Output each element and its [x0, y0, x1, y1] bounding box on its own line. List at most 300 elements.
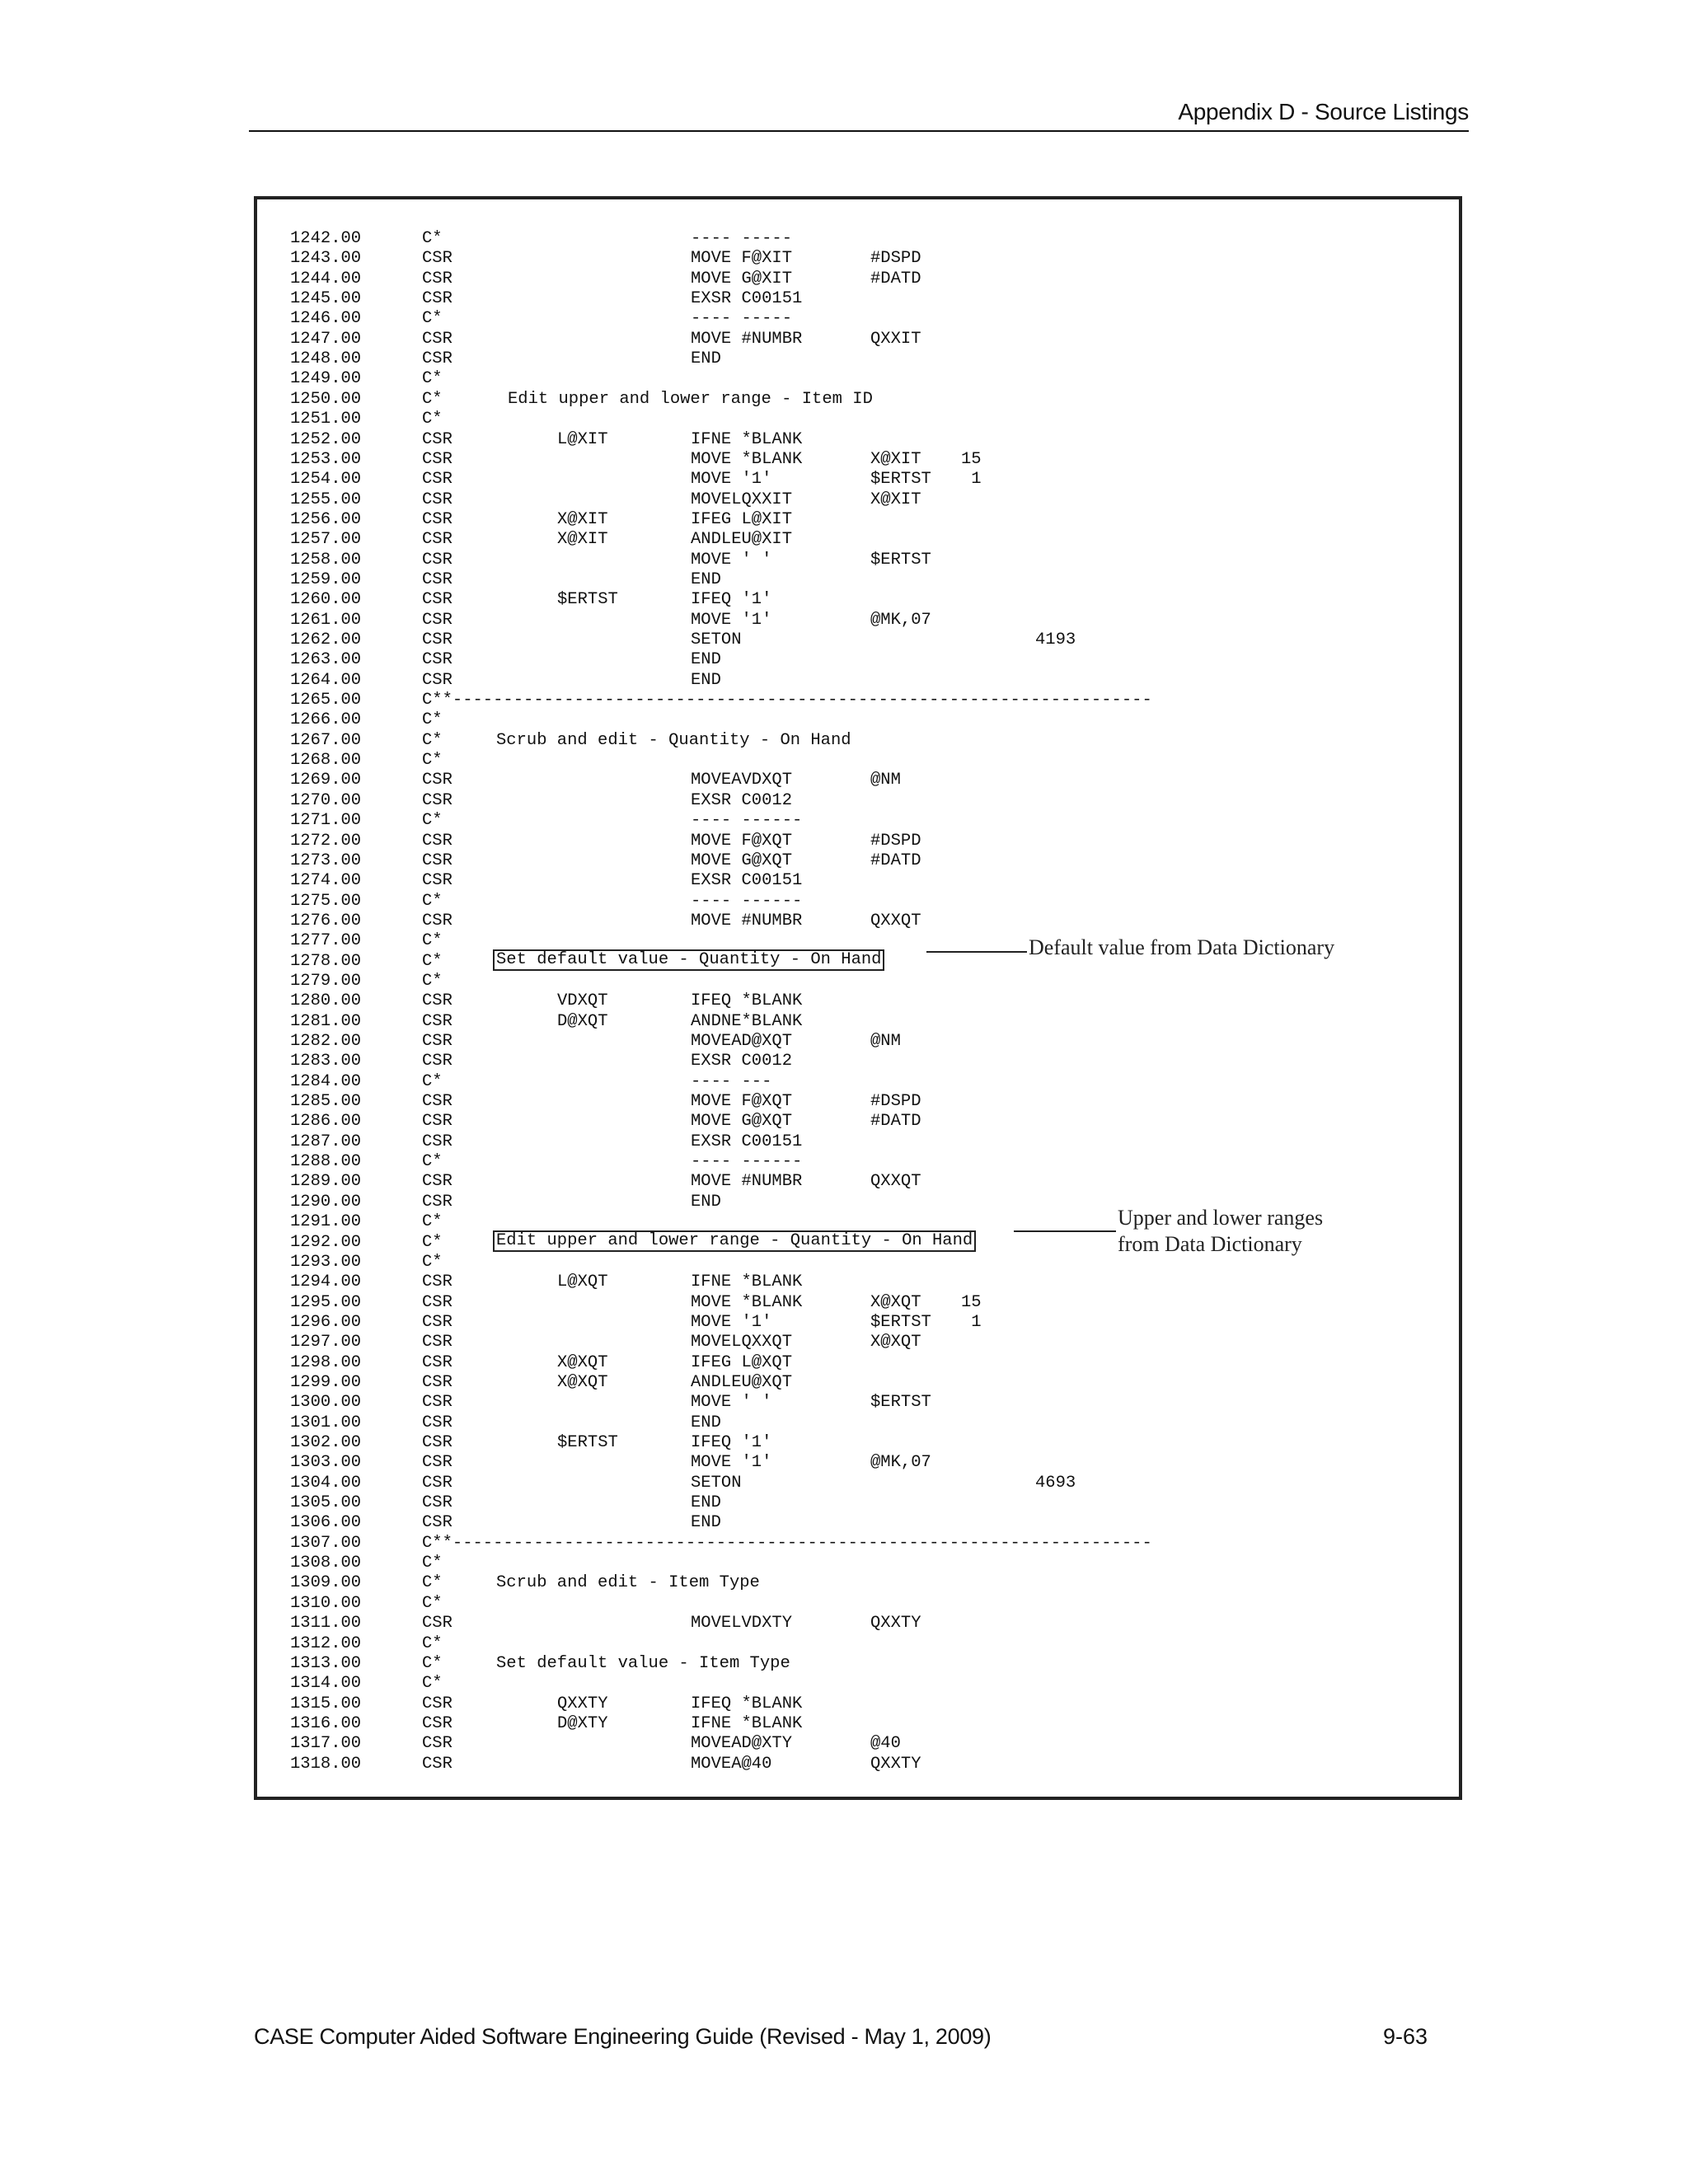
- operation: MOVE G@XQT: [691, 851, 793, 870]
- operation: MOVEAD@XQT: [691, 1032, 793, 1051]
- spec-code: C*: [422, 1071, 443, 1091]
- spec-code: CSR: [422, 630, 452, 649]
- line-number: 1282.00: [290, 1032, 362, 1051]
- spec-code: CSR: [422, 1413, 452, 1432]
- listing-line: [257, 771, 1459, 790]
- footer-document-title: CASE Computer Aided Software Engineering Guide (Revised - May 1, 2009): [254, 2024, 992, 2049]
- operation: SETON: [691, 630, 742, 649]
- operation: IFEQ '1': [691, 1433, 772, 1452]
- line-number: 1299.00: [290, 1372, 362, 1392]
- spec-code: CSR: [422, 871, 452, 891]
- listing-line: [257, 871, 1459, 891]
- field-length: 15: [961, 1292, 982, 1312]
- line-number: 1269.00: [290, 771, 362, 790]
- listing-line: [257, 811, 1459, 831]
- ranges-annotation-line1: Upper and lower ranges: [1118, 1206, 1324, 1230]
- listing-line: [257, 349, 1459, 369]
- operation: EXSR C0012: [691, 790, 793, 810]
- factor1: L@XIT: [557, 429, 608, 449]
- listing-line: [257, 1413, 1459, 1433]
- operation: IFEQ *BLANK: [691, 1694, 803, 1713]
- listing-line: [257, 751, 1459, 771]
- spec-code: CSR: [422, 1312, 452, 1332]
- spec-code: CSR: [422, 490, 452, 509]
- spec-code: C**---------------------------------------------------------------------: [422, 691, 1152, 710]
- operation: END: [691, 1192, 721, 1212]
- operation: EXSR C0012: [691, 1052, 793, 1071]
- spec-code: CSR: [422, 1112, 452, 1132]
- operation: EXSR C00151: [691, 1132, 803, 1151]
- operation: MOVELQXXQT: [691, 1333, 793, 1352]
- operation: END: [691, 670, 721, 690]
- listing-line: [257, 249, 1459, 269]
- line-number: 1255.00: [290, 490, 362, 509]
- factor1: $ERTST: [557, 1433, 618, 1452]
- factor2: QXXQT: [870, 1172, 921, 1192]
- listing-line: [257, 731, 1459, 751]
- listing-line: [257, 1513, 1459, 1533]
- spec-code: CSR: [422, 1393, 452, 1413]
- indicator: 4193: [1035, 630, 1076, 649]
- operation: IFEG L@XQT: [691, 1352, 793, 1372]
- operation: MOVEAVDXQT: [691, 771, 793, 790]
- spec-code: CSR: [422, 1032, 452, 1051]
- listing-line: [257, 410, 1459, 429]
- line-number: 1310.00: [290, 1593, 362, 1613]
- listing-line: [257, 1072, 1459, 1092]
- line-number: 1254.00: [290, 470, 362, 490]
- spec-code: C*: [422, 931, 443, 951]
- spec-code: CSR: [422, 1473, 452, 1493]
- spec-code: CSR: [422, 1713, 452, 1733]
- listing-line: [257, 1152, 1459, 1172]
- line-number: 1250.00: [290, 389, 362, 409]
- line-number: 1257.00: [290, 530, 362, 550]
- spec-code: CSR: [422, 1754, 452, 1774]
- listing-line: [257, 1373, 1459, 1393]
- line-number: 1275.00: [290, 891, 362, 911]
- operation: MOVE F@XQT: [691, 831, 793, 851]
- listing-line: [257, 650, 1459, 670]
- line-number: 1300.00: [290, 1393, 362, 1413]
- listing-line: [257, 671, 1459, 691]
- spec-code: C*: [422, 309, 443, 329]
- spec-code: C*: [422, 811, 443, 831]
- line-number: 1264.00: [290, 670, 362, 690]
- operation: ---- ------: [691, 891, 803, 911]
- line-number: 1308.00: [290, 1554, 362, 1573]
- factor1: D@XTY: [557, 1713, 608, 1733]
- spec-code: CSR: [422, 329, 452, 349]
- line-number: 1297.00: [290, 1333, 362, 1352]
- comment-text: Edit upper and lower range - Item ID: [508, 389, 873, 409]
- listing-line: [257, 1112, 1459, 1132]
- factor1: X@XIT: [557, 509, 608, 529]
- line-number: 1281.00: [290, 1011, 362, 1031]
- spec-code: C*: [422, 1554, 443, 1573]
- line-number: 1315.00: [290, 1694, 362, 1713]
- factor2: QXXTY: [870, 1754, 921, 1774]
- factor2: X@XQT: [870, 1333, 921, 1352]
- operation: IFEQ '1': [691, 590, 772, 610]
- source-listing-box: [254, 196, 1462, 1800]
- comment-text: Set default value - Item Type: [496, 1653, 790, 1673]
- comment-text: Scrub and edit - Quantity - On Hand: [496, 730, 851, 750]
- line-number: 1298.00: [290, 1352, 362, 1372]
- spec-code: CSR: [422, 530, 452, 550]
- line-number: 1316.00: [290, 1713, 362, 1733]
- line-number: 1312.00: [290, 1633, 362, 1653]
- line-number: 1284.00: [290, 1071, 362, 1091]
- factor1: D@XQT: [557, 1011, 608, 1031]
- line-number: 1244.00: [290, 269, 362, 288]
- listing-line: [257, 1453, 1459, 1473]
- listing-line: [257, 1433, 1459, 1453]
- line-number: 1270.00: [290, 790, 362, 810]
- line-number: 1245.00: [290, 289, 362, 309]
- operation: ANDLEU@XQT: [691, 1372, 793, 1392]
- line-number: 1267.00: [290, 730, 362, 750]
- listing-line: [257, 1393, 1459, 1413]
- listing-line: [257, 570, 1459, 590]
- listing-line: [257, 791, 1459, 811]
- operation: MOVE F@XIT: [691, 249, 793, 269]
- listing-line: [257, 1272, 1459, 1292]
- spec-code: CSR: [422, 771, 452, 790]
- operation: IFNE *BLANK: [691, 429, 803, 449]
- line-number: 1268.00: [290, 751, 362, 771]
- factor1: QXXTY: [557, 1694, 608, 1713]
- spec-code: C*: [422, 1633, 443, 1653]
- spec-code: CSR: [422, 991, 452, 1011]
- line-number: 1305.00: [290, 1493, 362, 1513]
- spec-code: C*: [422, 229, 443, 248]
- listing-line: [257, 1755, 1459, 1774]
- listing-line: [257, 1474, 1459, 1493]
- factor2: $ERTST: [870, 1312, 931, 1332]
- line-number: 1273.00: [290, 851, 362, 870]
- listing-line: [257, 1132, 1459, 1152]
- factor2: @MK,07: [870, 1453, 931, 1473]
- spec-code: CSR: [422, 1052, 452, 1071]
- spec-code: CSR: [422, 1132, 452, 1151]
- listing-line: [257, 1714, 1459, 1734]
- footer-page-number: 9-63: [1382, 2024, 1428, 2049]
- spec-code: CSR: [422, 831, 452, 851]
- header-rule: [249, 130, 1469, 132]
- line-number: 1242.00: [290, 229, 362, 248]
- comment-text: Scrub and edit - Item Type: [496, 1573, 760, 1593]
- operation: MOVE '1': [691, 470, 772, 490]
- spec-code: C*: [422, 410, 443, 429]
- operation: IFEG L@XIT: [691, 509, 793, 529]
- spec-code: C*: [422, 751, 443, 771]
- spec-code: CSR: [422, 1372, 452, 1392]
- spec-code: CSR: [422, 1734, 452, 1754]
- listing-line: [257, 510, 1459, 530]
- listing-line: [257, 1313, 1459, 1333]
- spec-code: C*: [422, 1593, 443, 1613]
- line-number: 1262.00: [290, 630, 362, 649]
- spec-code: CSR: [422, 1513, 452, 1533]
- listing-line: [257, 269, 1459, 289]
- spec-code: CSR: [422, 569, 452, 589]
- line-number: 1285.00: [290, 1092, 362, 1112]
- spec-code: CSR: [422, 650, 452, 670]
- spec-code: C*: [422, 951, 443, 971]
- operation: MOVE G@XQT: [691, 1112, 793, 1132]
- factor1: X@XIT: [557, 530, 608, 550]
- listing-line: [257, 1534, 1459, 1554]
- line-number: 1263.00: [290, 650, 362, 670]
- listing-line: [257, 691, 1459, 710]
- field-length: 1: [961, 470, 982, 490]
- line-number: 1283.00: [290, 1052, 362, 1071]
- spec-code: CSR: [422, 1614, 452, 1633]
- listing-line: [257, 991, 1459, 1011]
- line-number: 1311.00: [290, 1614, 362, 1633]
- line-number: 1265.00: [290, 691, 362, 710]
- spec-code: C*: [422, 1152, 443, 1172]
- factor2: @MK,07: [870, 610, 931, 630]
- line-number: 1317.00: [290, 1734, 362, 1754]
- line-number: 1276.00: [290, 911, 362, 930]
- operation: EXSR C00151: [691, 871, 803, 891]
- spec-code: CSR: [422, 509, 452, 529]
- operation: MOVE F@XQT: [691, 1092, 793, 1112]
- line-number: 1252.00: [290, 429, 362, 449]
- listing-line: [257, 1012, 1459, 1032]
- listing-line: [257, 590, 1459, 610]
- line-number: 1293.00: [290, 1252, 362, 1272]
- ranges-leader-line: [1014, 1230, 1116, 1232]
- operation: END: [691, 1413, 721, 1432]
- line-number: 1246.00: [290, 309, 362, 329]
- line-number: 1253.00: [290, 449, 362, 469]
- line-number: 1279.00: [290, 971, 362, 991]
- spec-code: C*: [422, 369, 443, 389]
- listing-line: [257, 1172, 1459, 1192]
- operation: MOVE #NUMBR: [691, 1172, 803, 1192]
- spec-code: C*: [422, 710, 443, 730]
- spec-code: CSR: [422, 1493, 452, 1513]
- spec-code: CSR: [422, 1453, 452, 1473]
- spec-code: C*: [422, 1674, 443, 1694]
- operation: MOVE #NUMBR: [691, 329, 803, 349]
- spec-code: C*: [422, 389, 443, 409]
- operation: SETON: [691, 1473, 742, 1493]
- spec-code: CSR: [422, 1272, 452, 1292]
- spec-code: C*: [422, 1232, 443, 1252]
- line-number: 1280.00: [290, 991, 362, 1011]
- line-number: 1313.00: [290, 1653, 362, 1673]
- operation: END: [691, 349, 721, 369]
- operation: MOVE ' ': [691, 1393, 772, 1413]
- factor2: #DATD: [870, 269, 921, 288]
- line-number: 1290.00: [290, 1192, 362, 1212]
- line-number: 1251.00: [290, 410, 362, 429]
- listing-line: [257, 630, 1459, 650]
- operation: END: [691, 650, 721, 670]
- listing-line: [257, 1353, 1459, 1373]
- spec-code: CSR: [422, 269, 452, 288]
- line-number: 1303.00: [290, 1453, 362, 1473]
- operation: MOVE *BLANK: [691, 1292, 803, 1312]
- spec-code: CSR: [422, 550, 452, 569]
- spec-code: C*: [422, 971, 443, 991]
- page-header-title: Appendix D - Source Listings: [1178, 99, 1469, 124]
- line-number: 1247.00: [290, 329, 362, 349]
- default-value-leader-line: [926, 951, 1027, 953]
- spec-code: CSR: [422, 1192, 452, 1212]
- operation: MOVELQXXIT: [691, 490, 793, 509]
- listing-line: [257, 851, 1459, 871]
- factor2: #DSPD: [870, 1092, 921, 1112]
- factor2: X@XIT: [870, 490, 921, 509]
- listing-line: [257, 1614, 1459, 1633]
- listing-line: [257, 1573, 1459, 1593]
- line-number: 1278.00: [290, 951, 362, 971]
- listing-line: [257, 710, 1459, 730]
- listing-line: [257, 229, 1459, 249]
- spec-code: C*: [422, 1252, 443, 1272]
- line-number: 1306.00: [290, 1513, 362, 1533]
- line-number: 1249.00: [290, 369, 362, 389]
- boxed-comment: Edit upper and lower range - Quantity - On Hand: [493, 1230, 976, 1252]
- listing-line: [257, 1293, 1459, 1313]
- spec-code: CSR: [422, 1352, 452, 1372]
- factor2: @NM: [870, 1032, 901, 1051]
- line-number: 1295.00: [290, 1292, 362, 1312]
- spec-code: CSR: [422, 1092, 452, 1112]
- operation: ---- ---: [691, 1071, 772, 1091]
- spec-code: CSR: [422, 1433, 452, 1452]
- spec-code: CSR: [422, 470, 452, 490]
- line-number: 1309.00: [290, 1573, 362, 1593]
- operation: MOVE '1': [691, 1453, 772, 1473]
- operation: MOVE ' ': [691, 550, 772, 569]
- spec-code: C**---------------------------------------------------------------------: [422, 1533, 1152, 1553]
- line-number: 1256.00: [290, 509, 362, 529]
- listing-line: [257, 390, 1459, 410]
- spec-code: CSR: [422, 1172, 452, 1192]
- line-number: 1294.00: [290, 1272, 362, 1292]
- line-number: 1272.00: [290, 831, 362, 851]
- listing-line: [257, 1694, 1459, 1714]
- spec-code: CSR: [422, 249, 452, 269]
- spec-code: CSR: [422, 911, 452, 930]
- listing-line: [257, 1734, 1459, 1754]
- line-number: 1307.00: [290, 1533, 362, 1553]
- listing-line: [257, 530, 1459, 550]
- spec-code: CSR: [422, 670, 452, 690]
- line-number: 1266.00: [290, 710, 362, 730]
- listing-line: [257, 551, 1459, 570]
- listing-line: [257, 1654, 1459, 1674]
- operation: MOVE #NUMBR: [691, 911, 803, 930]
- indicator: 4693: [1035, 1473, 1076, 1493]
- spec-code: CSR: [422, 1292, 452, 1312]
- line-number: 1292.00: [290, 1232, 362, 1252]
- operation: END: [691, 569, 721, 589]
- operation: END: [691, 1513, 721, 1533]
- factor2: QXXIT: [870, 329, 921, 349]
- listing-line: [257, 309, 1459, 329]
- factor2: #DATD: [870, 851, 921, 870]
- operation: EXSR C00151: [691, 289, 803, 309]
- line-number: 1288.00: [290, 1152, 362, 1172]
- listing-line: [257, 369, 1459, 389]
- line-number: 1287.00: [290, 1132, 362, 1151]
- line-number: 1286.00: [290, 1112, 362, 1132]
- listing-line: [257, 912, 1459, 931]
- listing-line: [257, 470, 1459, 490]
- operation: ---- -----: [691, 229, 793, 248]
- factor1: X@XQT: [557, 1352, 608, 1372]
- factor1: VDXQT: [557, 991, 608, 1011]
- line-number: 1261.00: [290, 610, 362, 630]
- spec-code: C*: [422, 1212, 443, 1232]
- factor2: X@XIT: [870, 449, 921, 469]
- listing-line: [257, 289, 1459, 309]
- spec-code: CSR: [422, 790, 452, 810]
- operation: IFEQ *BLANK: [691, 991, 803, 1011]
- operation: ---- ------: [691, 1152, 803, 1172]
- spec-code: C*: [422, 1653, 443, 1673]
- operation: MOVEA@40: [691, 1754, 772, 1774]
- listing-line: [257, 1052, 1459, 1071]
- ranges-annotation-line2: from Data Dictionary: [1118, 1232, 1302, 1256]
- listing-line: [257, 490, 1459, 510]
- line-number: 1271.00: [290, 811, 362, 831]
- operation: IFNE *BLANK: [691, 1713, 803, 1733]
- factor2: $ERTST: [870, 470, 931, 490]
- operation: ANDNE*BLANK: [691, 1011, 803, 1031]
- spec-code: CSR: [422, 851, 452, 870]
- line-number: 1302.00: [290, 1433, 362, 1452]
- line-number: 1291.00: [290, 1212, 362, 1232]
- spec-code: C*: [422, 730, 443, 750]
- line-number: 1277.00: [290, 931, 362, 951]
- line-number: 1243.00: [290, 249, 362, 269]
- line-number: 1259.00: [290, 569, 362, 589]
- operation: ANDLEU@XIT: [691, 530, 793, 550]
- line-number: 1260.00: [290, 590, 362, 610]
- line-number: 1274.00: [290, 871, 362, 891]
- listing-line: [257, 832, 1459, 851]
- line-number: 1304.00: [290, 1473, 362, 1493]
- factor2: QXXQT: [870, 911, 921, 930]
- operation: IFNE *BLANK: [691, 1272, 803, 1292]
- spec-code: C*: [422, 1573, 443, 1593]
- factor2: #DSPD: [870, 249, 921, 269]
- spec-code: CSR: [422, 590, 452, 610]
- spec-code: CSR: [422, 610, 452, 630]
- listing-line: [257, 1554, 1459, 1573]
- factor2: #DATD: [870, 1112, 921, 1132]
- spec-code: CSR: [422, 1694, 452, 1713]
- factor2: #DSPD: [870, 831, 921, 851]
- spec-code: CSR: [422, 1333, 452, 1352]
- field-length: 15: [961, 449, 982, 469]
- operation: MOVELVDXTY: [691, 1614, 793, 1633]
- line-number: 1301.00: [290, 1413, 362, 1432]
- listing-line: [257, 611, 1459, 630]
- spec-code: CSR: [422, 449, 452, 469]
- listing-line: [257, 450, 1459, 470]
- spec-code: CSR: [422, 429, 452, 449]
- line-number: 1296.00: [290, 1312, 362, 1332]
